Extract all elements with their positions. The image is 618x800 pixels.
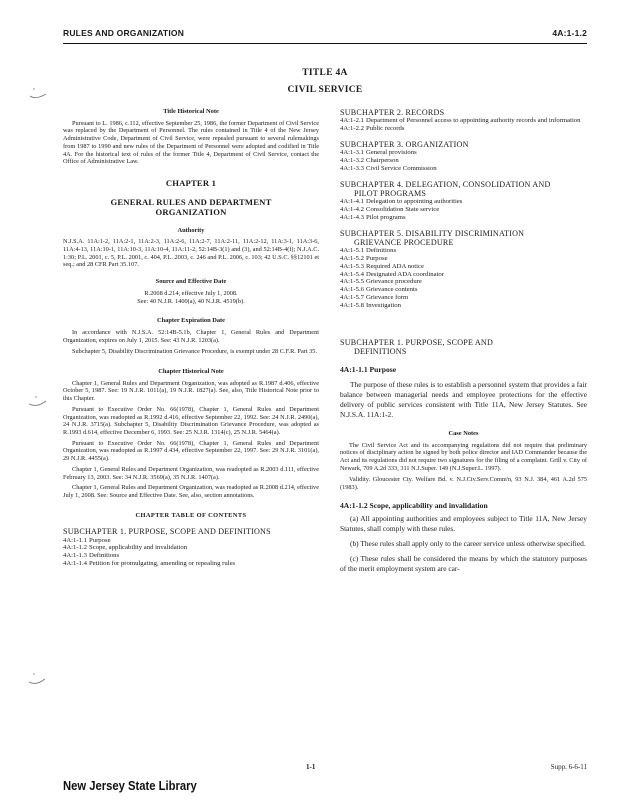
subchapter-1-heading: SUBCHAPTER 1. PURPOSE, SCOPE AND: [340, 337, 494, 347]
supplement-date: Supp. 6-6-11: [550, 763, 587, 771]
running-head: [63, 28, 587, 42]
source-line: R.2008 d.214, effective July 1, 2008.: [144, 289, 238, 297]
chapter-label: CHAPTER 1: [165, 177, 217, 188]
margin-mark-icon: [27, 672, 49, 686]
margin-mark-icon: [27, 395, 49, 409]
title-historical-note-text: Pursuant to L. 1986, c.112, effective September 25, 1986, the former Department of Civil Service was replaced by the Department of Personnel. The rules contained in Title 4 of the New Jersey Administrative Code, Department of Civil Service, were repealed pursuant to several rulemakings from 1987 to 1990 and new rules of the Department of Personnel were adopted and codified in Title 4A. For the historical text of rules of the former Title 4, Department of Civil Service, contact the Office of Administrative Law.: [63, 119, 319, 166]
toc-item[interactable]: 4A:1-2.2 Public records: [340, 125, 405, 133]
toc-item[interactable]: 4A:1-5.7 Grievance form: [340, 293, 409, 301]
expiration-exempt-text: Subchapter 5, Disability Discrimination Grievance Procedure, is exempt under 28 C.F.R. Part 35.: [72, 348, 318, 356]
toc-subchapter-3-title[interactable]: SUBCHAPTER 3. ORGANIZATION: [340, 139, 469, 149]
page-subtitle: CIVIL SERVICE: [287, 85, 363, 95]
toc-subchapter-4-list: [340, 198, 587, 221]
toc-subchapter-5-title-cont: GRIEVANCE PROCEDURE: [354, 237, 454, 247]
case-note: Validity. Gloucester Cty. Welfare Bd. v. N.J.Civ.Serv.Comm'n, 93 N.J. 384, 461 A.2d 575 (1983).: [340, 476, 587, 492]
chapter-title: GENERAL RULES AND DEPARTMENT ORGANIZATION: [110, 196, 272, 218]
header-rule: [63, 43, 587, 44]
toc-item[interactable]: 4A:1-4.2 Consolidation State service: [340, 205, 440, 213]
authority-heading: Authority: [177, 226, 205, 234]
toc-subchapter-4-title[interactable]: SUBCHAPTER 4. DELEGATION, CONSOLIDATION AND: [340, 179, 551, 189]
toc-subchapter-2-list: [340, 117, 587, 133]
toc-subchapter-5-list: [340, 247, 587, 309]
toc-item[interactable]: 4A:1-3.1 General provisions: [340, 149, 417, 157]
library-stamp: New Jersey State Library: [63, 779, 197, 793]
toc-item[interactable]: 4A:1-5.2 Purpose: [340, 254, 388, 262]
running-head-title: RULES AND ORGANIZATION: [63, 28, 185, 38]
subchapter-1-heading-cont: DEFINITIONS: [354, 346, 407, 356]
page-title: TITLE 4A: [302, 68, 348, 78]
chapter-note-paragraph: Chapter 1, General Rules and Department Organization, was readopted as R.2008 d.214, effective July 1, 2008. See: Source and Effective Date. See, also, section annotations.: [63, 484, 319, 499]
scope-paragraph-a: (a) All appointing authorities and employees subject to Title 11A, New Jersey Statutes, shall comply with these rules.: [340, 514, 587, 534]
toc-item[interactable]: 4A:1-1.4 Petition for promulgating, amending or repealing rules: [63, 560, 236, 567]
scope-paragraph-c: (c) These rules shall be considered the means by which the statutory purposes of the merit employment system are car-: [340, 554, 587, 574]
toc-subchapter-2-title[interactable]: SUBCHAPTER 2. RECORDS: [340, 108, 445, 117]
margin-mark-icon: [28, 86, 50, 100]
authority-text: N.J.S.A. 11A:1-2, 11A:2-1, 11A:2-3, 11A:2-6, 11A:2-7, 11A:2-11, 11A:2-12, 11A:3-1, 11A:3-6, 11A:4-13, 11A:10-1, 11A:10-3, 11A:10-4, 11A:11-2, 52:14B-3(1) and (3), and 52:14B-4(f); N.J.A.C. 1:30; P.L. 2001, c. 5, P.L. 2001, c. 404, P.L. 2003, c. 246 and P.L. 2006, c. 103; 42 U.S.C. §§12101 et seq.; and 28 CFR Part 35.107.: [63, 238, 319, 269]
toc-item[interactable]: 4A:1-5.4 Designated ADA coordinator: [340, 270, 445, 278]
chapter-note-paragraph: Chapter 1, General Rules and Department Organization, was readopted as R.2003 d.111, effective February 13, 2003. See: 34 N.J.R. 3569(a), 35 N.J.R. 1407(a).: [63, 465, 319, 481]
toc-subchapter-5-title[interactable]: SUBCHAPTER 5. DISABILITY DISCRIMINATION: [340, 228, 525, 238]
page-number: 1-1: [306, 763, 316, 771]
left-column: [63, 108, 319, 568]
running-head-section: 4A:1-1.2: [552, 28, 587, 38]
section-heading-purpose: 4A:1-1.1 Purpose: [340, 365, 397, 375]
toc-item[interactable]: 4A:1-2.1 Department of Personnel access to appointing authority records and information: [340, 117, 581, 125]
right-column: [340, 108, 587, 574]
toc-item[interactable]: 4A:1-5.8 Investigation: [340, 301, 401, 309]
toc-subchapter-1-title[interactable]: SUBCHAPTER 1. PURPOSE, SCOPE AND DEFINITIONS: [63, 527, 271, 537]
chapter-note-paragraph: Chapter 1, General Rules and Department Organization, was adopted as R.1987 d.406, effective October 5, 1987. See: 19 N.J.R. 1011(a), 19 N.J.R. 1827(a). See, also, Title Historical Note prior to this Chapter.: [63, 379, 319, 403]
expiration-heading: Chapter Expiration Date: [156, 317, 226, 325]
expiration-text: In accordance with N.J.S.A. 52:14B-5.1b, Chapter 1, General Rules and Department Organization, expires on July 1, 2015. See: 43 N.J.R. 1203(a).: [63, 328, 319, 344]
title-block: [63, 68, 587, 95]
title-historical-note-heading: Title Historical Note: [163, 108, 219, 115]
case-note: The Civil Service Act and its accompanying regulations did not require that preliminary notices of disciplinary action be signed by both police director and IAD Commander because the Act and its regulations did not require two signatures for the filing of a complaint. Grill v. City of Newark, 709 A.2d 333, 311 N.J.Super. 149 (N.J.Super.L. 1997).: [340, 441, 587, 472]
toc-item[interactable]: 4A:1-4.1 Delegation to appointing authorities: [340, 198, 463, 206]
scope-paragraph-b: (b) These rules shall apply only to the career service unless otherwise specified.: [350, 539, 586, 549]
section-heading-scope: 4A:1-1.2 Scope, applicability and invalidation: [340, 500, 488, 510]
source-heading: Source and Effective Date: [155, 278, 227, 286]
toc-subchapter-4-title-cont: PILOT PROGRAMS: [354, 188, 427, 198]
toc-item[interactable]: 4A:1-4.3 Pilot programs: [340, 213, 406, 221]
toc-subchapter-3-list: [340, 149, 587, 172]
toc-item[interactable]: 4A:1-1.1 Purpose: [63, 536, 111, 544]
toc-item[interactable]: 4A:1-1.2 Scope, applicability and invalidation: [63, 544, 188, 552]
table-of-contents-heading: CHAPTER TABLE OF CONTENTS: [135, 511, 247, 519]
toc-item[interactable]: 4A:1-5.6 Grievance contents: [340, 286, 418, 294]
chapter-historical-note-heading: Chapter Historical Note: [158, 368, 224, 376]
case-notes-heading: Case Notes: [448, 429, 479, 437]
toc-item[interactable]: 4A:1-1.3 Definitions: [63, 552, 120, 560]
toc-item[interactable]: 4A:1-5.5 Grievance procedure: [340, 278, 422, 286]
toc-item[interactable]: 4A:1-5.3 Required ADA notice: [340, 262, 424, 270]
source-see-line: See: 40 N.J.R. 1400(a), 40 N.J.R. 4519(b).: [137, 297, 245, 305]
chapter-note-paragraph: Pursuant to Executive Order No. 66(1978), Chapter 1, General Rules and Department Organization, was readopted as R.1997 d.434, effective September 22, 1997. See: 29 N.J.R. 3101(a), 29 N.J.R. 4455(a).: [63, 439, 319, 463]
toc-subchapter-1-list: [63, 537, 319, 568]
purpose-text: The purpose of these rules is to establish a personnel system that provides a fair balance between managerial needs and employee protections for the effective delivery of public services consistent with Title 11A, New Jersey Statutes. See N.J.S.A. 11A:1-2.: [340, 379, 587, 419]
toc-item[interactable]: 4A:1-5.1 Definitions: [340, 247, 397, 255]
toc-item[interactable]: 4A:1-3.3 Civil Service Commission: [340, 164, 437, 172]
toc-item[interactable]: 4A:1-3.2 Chairperson: [340, 156, 399, 164]
chapter-note-paragraph: Pursuant to Executive Order No. 66(1978), Chapter 1, General Rules and Department Organization, was readopted as R.1992 d.416, effective September 22, 1992. See: 24 N.J.R. 2490(a), 24 N.J.R. 3715(a). Subchapter 5, Disability Discrimination Grievance Procedure, was adopted as R.1993 d.614, effective December 6, 1993. See: 25 N.J.R. 1314(c), 25 N.J.R. 5464(a).: [63, 405, 319, 436]
